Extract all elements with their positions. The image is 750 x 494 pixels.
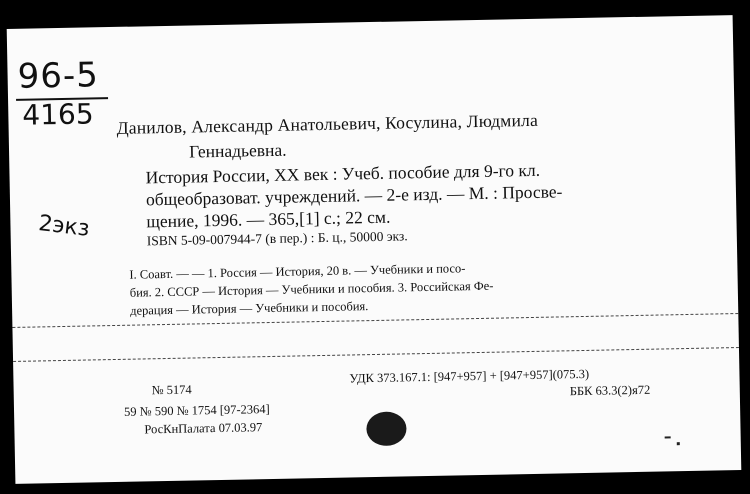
handwritten-inventory-number: 4165 [22,97,94,132]
bbk-classification: ББК 63.3(2)я72 [569,382,651,399]
ink-stamp-mark [366,411,407,446]
tracing-line-3: дерация — История — Учебники и пособия. [129,299,369,318]
divider-upper [12,313,738,328]
tracing-line-2: бия. 2. СССР — История — Учебники и пособия. 3. Российская Фе- [129,278,494,300]
chamber-line: РосКнПалата 07.03.97 [144,420,263,437]
author-heading-continued: Геннадьевна. [188,139,287,162]
catalog-card [7,15,742,484]
tracing-line-1: I. Соавт. — — 1. Россия — История, 20 в. — Учебники и посо- [129,261,466,282]
handwritten-copies: 2экз [37,210,91,242]
divider-lower [13,347,739,362]
record-number: № 5174 [151,382,192,398]
title-line-1: История России, XX век : Учеб. пособие для 9-го кл. [145,159,541,188]
ink-speck [677,442,680,445]
handwritten-call-number: 96-5 [17,55,100,97]
title-line-2: общеобразоват. учреждений. — 2-е изд. — М. : Просве- [145,181,563,210]
udc-classification: УДК 373.167.1: [947+957] + [947+957](075.3) [349,366,590,386]
order-line: 59 № 590 № 1754 [97-2364] [123,402,270,419]
title-line-3: щение, 1996. — 365,[1] с.; 22 см. [146,206,391,232]
author-heading: Данилов, Александр Анатольевич, Косулина, Людмила [116,109,539,138]
isbn-line: ISBN 5-09-007944-7 (в пер.) : Б. ц., 50000 экз. [146,228,408,249]
ink-speck [665,436,671,438]
